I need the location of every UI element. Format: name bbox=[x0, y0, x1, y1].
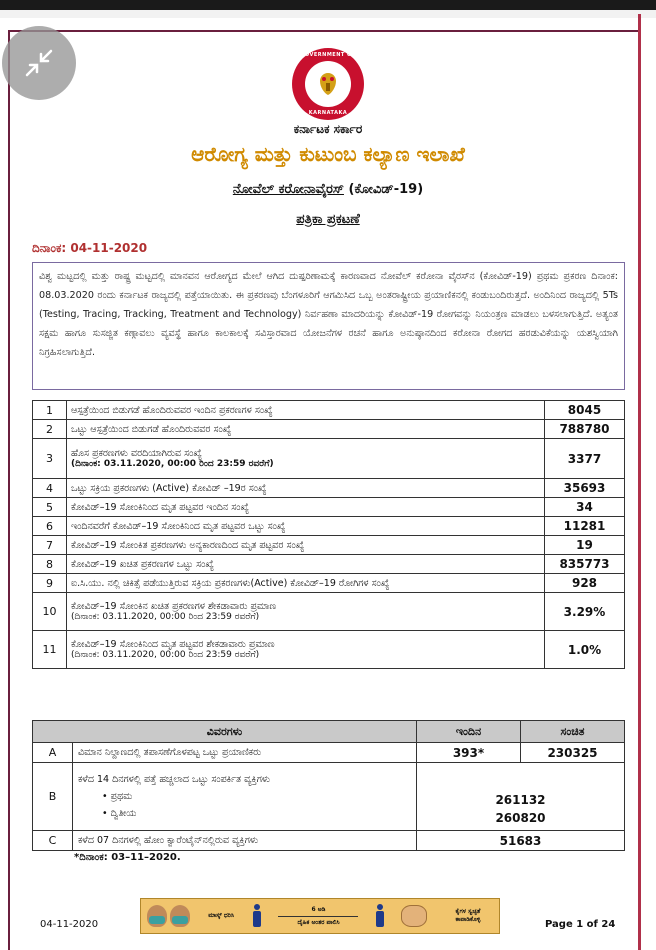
table-row bbox=[33, 401, 625, 420]
row-number: 4 bbox=[33, 479, 67, 498]
document-date: ದಿನಾಂಕ: 04-11-2020 bbox=[32, 241, 148, 255]
row-label-cell bbox=[67, 631, 545, 669]
collapse-arrows-icon bbox=[24, 48, 54, 78]
row-sublabel: (ದಿನಾಂಕ: 03.11.2020, 00:00 ರಿಂದ 23:59 ರವರೆಗೆ) bbox=[71, 650, 260, 660]
row-number: 10 bbox=[33, 593, 67, 631]
row-value: 3.29% bbox=[545, 593, 625, 631]
top-edge bbox=[0, 10, 656, 18]
table-row bbox=[33, 631, 625, 669]
table-row bbox=[33, 555, 625, 574]
row-value: 34 bbox=[545, 498, 625, 517]
washing-hands-icon bbox=[401, 905, 427, 927]
masked-face-icon bbox=[147, 905, 167, 927]
emblem-center bbox=[305, 61, 351, 107]
row-label-cell bbox=[67, 593, 545, 631]
mask-faces bbox=[147, 905, 190, 927]
row-letter: A bbox=[33, 743, 73, 763]
row-value: 3377 bbox=[545, 439, 625, 479]
bullet-secondary-label: ದ್ವಿತೀಯ bbox=[110, 808, 137, 819]
footnote-date: *ದಿನಾಂಕ: 03–11–2020. bbox=[74, 852, 181, 863]
row-label: ಹೊಸ ಪ್ರಕರಣಗಳು ವರದಿಯಾಗಿರುವ ಸಂಖ್ಯೆ bbox=[71, 448, 202, 459]
banner-distance bbox=[278, 906, 358, 927]
row-label-cell bbox=[67, 439, 545, 479]
row-number: 2 bbox=[33, 420, 67, 439]
table-row bbox=[33, 498, 625, 517]
row-total: 230325 bbox=[521, 743, 625, 763]
header-cumulative: ಸಂಚಿತ bbox=[521, 721, 625, 743]
row-number: 6 bbox=[33, 517, 67, 536]
row-value: 928 bbox=[545, 574, 625, 593]
table-row bbox=[33, 593, 625, 631]
row-number: 11 bbox=[33, 631, 67, 669]
row-label: ಕೋವಿಡ್–19 ಸೋಂಕಿನಿಂದ ಮೃತ ಪಟ್ಟವರ ಇಂದಿನ ಸಂಖ್ಯೆ bbox=[67, 498, 545, 517]
minimize-button[interactable] bbox=[2, 26, 76, 100]
table-row bbox=[33, 439, 625, 479]
covid-title-main: ನೋವೆಲ್ ಕರೋನಾವೈರಸ್ bbox=[232, 182, 344, 197]
row-letter: C bbox=[33, 831, 73, 851]
banner-mask-text: ಮಾಸ್ಕ್ ಧರಿಸಿ bbox=[208, 912, 235, 919]
header-today: ಇಂದಿನ bbox=[417, 721, 521, 743]
row-letter: B bbox=[33, 763, 73, 831]
table-row bbox=[33, 831, 625, 851]
table-row bbox=[33, 420, 625, 439]
row-number: 7 bbox=[33, 536, 67, 555]
row-label: ಇಂದಿನವರೆಗೆ ಕೋವಿಡ್–19 ಸೋಂಕಿನಿಂದ ಮೃತ ಪಟ್ಟವರ ಒಟ್ಟು ಸಂಖ್ಯೆ bbox=[67, 517, 545, 536]
table-row bbox=[33, 574, 625, 593]
row-number: 5 bbox=[33, 498, 67, 517]
row-label: ವಿಮಾನ ನಿಲ್ದಾಣದಲ್ಲಿ ತಪಾಸಣೆಗೊಳಪಟ್ಟ ಒಟ್ಟು ಪ್ರಯಾಣಿಕರು bbox=[73, 743, 417, 763]
row-label-cell bbox=[73, 763, 417, 831]
banner-distance-bottom: ದೈಹಿಕ ಅಂತರ ಪಾಲಿಸಿ bbox=[297, 918, 340, 926]
intro-paragraph: ವಿಶ್ವ ಮಟ್ಟದಲ್ಲಿ ಮತ್ತು ರಾಷ್ಟ್ರ ಮಟ್ಟದಲ್ಲಿ ಮಾನವನ ಆರೋಗ್ಯದ ಮೇಲೆ ಆಗಿದ ದುಷ್ಪರಿಣಾಮಕ್ಕೆ ಕಾರಣವಾದ ನೋವೆಲ್ ಕರೋನಾ ವೈರಸ್‌ನ (ಕೋವಿಡ್-19) ಪ್ರಥಮ ಪ್ರಕರಣ ದಿನಾಂಕ: 08.03.2020 ರಂದು ಕರ್ನಾಟಕ ರಾಜ್ಯದಲ್ಲಿ ಪತ್ತೆಯಾಯಿತು. ಈ ಪ್ರಕರಣವು ಬೆಂಗಳೂರಿಗೆ ಆಗಮಿಸಿದ ಒಬ್ಬ ಅಂತರಾಷ್ಟ್ರೀಯ ಪ್ರಯಾಣಿಕನಲ್ಲಿ ಕಂಡುಬಂದಿರುತ್ತದೆ. ಅಂದಿನಿಂದ ರಾಜ್ಯದಲ್ಲಿ 5Ts (Testing, Tracing, Tracking, Treatment and Technology) ನಿರ್ವಹಣಾ ಮಾದರಿಯನ್ನು ಕೋವಿಡ್-19 ರೋಗವನ್ನು ನಿಯಂತ್ರಣ ಮಾಡಲು ಬಳಸಲಾಗುತ್ತಿದೆ. ಅತ್ಯಂತ ಸಕ್ಷಮ ಹಾಗೂ ಸುಸಜ್ಜಿತ ಕಣ್ಗಾವಲು ವ್ಯವಸ್ಥೆ ಹಾಗೂ ಕಾಲಕಾಲಕ್ಕೆ ಸವಿಸ್ತಾರವಾದ ಯೋಜನೆಗಳ ರಚನೆ ಹಾಗೂ ಅನುಷ್ಠಾನದಿಂದ ಕರೋನಾ ರೋಗದ ಹರಡುವಿಕೆಯನ್ನು ಯಶಸ್ವಿಯಾಗಿ ನಿಗ್ರಹಿಸಲಾಗುತ್ತಿದೆ. bbox=[32, 262, 625, 390]
table-row bbox=[33, 536, 625, 555]
row-number: 9 bbox=[33, 574, 67, 593]
row-label: ಐ.ಸಿ.ಯು. ನಲ್ಲಿ ಚಿಕಿತ್ಸೆ ಪಡೆಯುತ್ತಿರುವ ಸಕ್ರಿಯ ಪ್ರಕರಣಗಳು(Active) ಕೋವಿಡ್–19 ರೋಗಿಗಳ ಸಂಖ್ಯೆ bbox=[67, 574, 545, 593]
distance-arrow bbox=[278, 916, 358, 917]
row-sublabel: (ದಿನಾಂಕ: 03.11.2020, 00:00 ರಿಂದ 23:59 ರವರೆಗೆ) bbox=[71, 612, 260, 622]
row-today: 393* bbox=[417, 743, 521, 763]
row-value: 1.0% bbox=[545, 631, 625, 669]
table-row bbox=[33, 743, 625, 763]
page-number: Page 1 of 24 bbox=[545, 919, 616, 930]
table-row bbox=[33, 479, 625, 498]
covid-title bbox=[0, 182, 656, 197]
emblem-text-bottom: KARNATAKA bbox=[308, 110, 348, 116]
row-label: ಕೋವಿಡ್–19 ಖಚಿತ ಪ್ರಕರಣಗಳ ಒಟ್ಟು ಸಂಖ್ಯೆ bbox=[67, 555, 545, 574]
government-title: ಕರ್ನಾಟಕ ಸರ್ಕಾರ bbox=[293, 122, 363, 136]
bullet-primary-label: ಪ್ರಥಮ bbox=[110, 791, 133, 802]
row-value: 11281 bbox=[545, 517, 625, 536]
bullet-secondary: • ದ್ವಿತೀಯ bbox=[102, 808, 137, 819]
row-label: ಕಳೆದ 07 ದಿನಗಳಲ್ಲಿ ಹೋಂ ಕ್ವಾರೆಂಟೈನ್‌ನಲ್ಲಿರುವ ವ್ಯಕ್ತಿಗಳು bbox=[73, 831, 417, 851]
row-value: 788780 bbox=[545, 420, 625, 439]
row-label: ಒಟ್ಟು ಸಕ್ರಿಯ ಪ್ರಕರಣಗಳು (Active) ಕೋವಿಡ್ –19ರ ಸಂಖ್ಯೆ bbox=[67, 479, 545, 498]
row-label: ಕೋವಿಡ್–19 ಸೋಂಕಿನಿಂದ ಮೃತ ಪಟ್ಟವರ ಶೇಕಡಾವಾರು ಪ್ರಮಾಣ bbox=[71, 639, 275, 650]
row-number: 1 bbox=[33, 401, 67, 420]
row-label: ಕೋವಿಡ್–19 ಸೋಂಕಿತ ಪ್ರಕರಣಗಳು ಅನ್ಯಕಾರಣದಿಂದ ಮೃತ ಪಟ್ಟವರ ಸಂಖ್ಯೆ bbox=[67, 536, 545, 555]
footer-date: 04-11-2020 bbox=[40, 919, 99, 930]
masked-face-icon bbox=[170, 905, 190, 927]
bullet-primary: • ಪ್ರಥಮ bbox=[102, 791, 133, 802]
row-number: 8 bbox=[33, 555, 67, 574]
row-value: 19 bbox=[545, 536, 625, 555]
press-release-title: ಪತ್ರಿಕಾ ಪ್ರಕಟಣೆ bbox=[296, 212, 360, 227]
row-sublabel: (ದಿನಾಂಕ: 03.11.2020, 00:00 ರಿಂದ 23:59 ರವರೆಗೆ) bbox=[71, 459, 274, 469]
person-icon bbox=[252, 904, 262, 928]
primary-value: 261132 bbox=[495, 793, 546, 807]
row-value: 51683 bbox=[417, 831, 625, 851]
gandabherunda-icon bbox=[311, 67, 345, 101]
row-label: ಒಟ್ಟು ಆಸ್ಪತ್ರೆಯಿಂದ ಬಿಡುಗಡೆ ಹೊಂದಿರುವವರ ಸಂಖ್ಯೆ bbox=[67, 420, 545, 439]
row-label: ಆಸ್ಪತ್ರೆಯಿಂದ ಬಿಡುಗಡೆ ಹೊಂದಿರುವವರ ಇಂದಿನ ಪ್ರಕರಣಗಳ ಸಂಖ್ಯೆ bbox=[67, 401, 545, 420]
banner-distance-top: 6 ಅಡಿ bbox=[311, 905, 326, 913]
row-value: 35693 bbox=[545, 479, 625, 498]
stats-table bbox=[32, 400, 625, 669]
row-number: 3 bbox=[33, 439, 67, 479]
secondary-value: 260820 bbox=[495, 811, 546, 825]
details-header-row bbox=[33, 721, 625, 743]
karnataka-emblem bbox=[292, 48, 364, 120]
row-b-values bbox=[417, 763, 625, 831]
table-row bbox=[33, 517, 625, 536]
row-label: ಕಳೆದ 14 ದಿನಗಳಲ್ಲಿ ಪತ್ತೆ ಹಚ್ಚಲಾದ ಒಟ್ಟು ಸಂಪರ್ಕಿತ ವ್ಯಕ್ತಿಗಳು bbox=[78, 774, 271, 785]
details-table bbox=[32, 720, 625, 851]
row-label: ಕೋವಿಡ್–19 ಸೋಂಕಿನ ಖಚಿತ ಪ್ರಕರಣಗಳ ಶೇಕಡಾವಾರು ಪ್ರಮಾಣ bbox=[71, 601, 277, 612]
person-icon bbox=[375, 904, 385, 928]
top-status-bar bbox=[0, 0, 656, 10]
safety-banner bbox=[140, 898, 500, 934]
covid-title-paren: (ಕೋವಿಡ್-19) bbox=[348, 182, 424, 197]
row-value: 8045 bbox=[545, 401, 625, 420]
table-row bbox=[33, 763, 625, 831]
banner-hands-text: ಕೈಗಳ ಸ್ವಚ್ಛತೆ ಕಾಪಾಡಿಕೊಳ್ಳಿ bbox=[455, 908, 481, 923]
row-value: 835773 bbox=[545, 555, 625, 574]
emblem-text-top: GOVERNMENT OF bbox=[300, 52, 356, 58]
department-title: ಆರೋಗ್ಯ ಮತ್ತು ಕುಟುಂಬ ಕಲ್ಯಾಣ ಇಲಾಖೆ bbox=[191, 142, 465, 166]
header-details: ವಿವರಗಳು bbox=[33, 721, 417, 743]
